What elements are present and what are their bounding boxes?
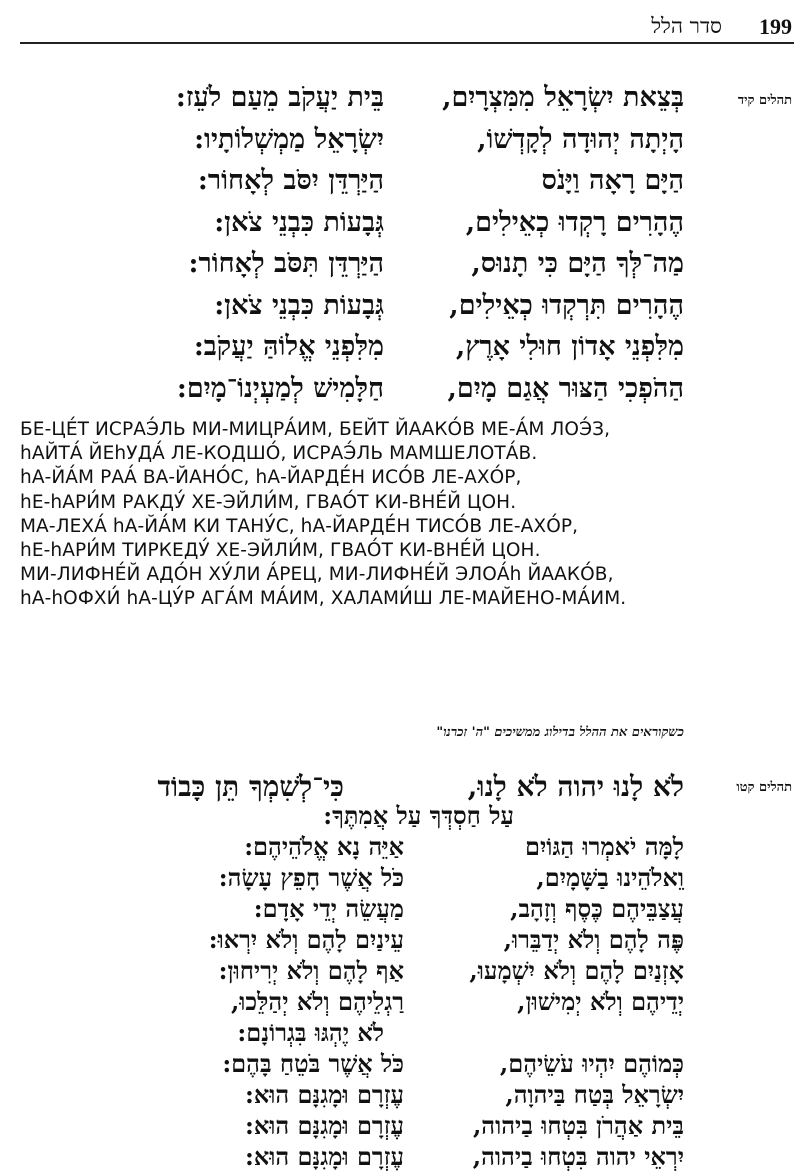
verse-half-a: מִלִּפְנֵי אָדוֹן חוּלִי אָרֶץ, — [455, 331, 684, 362]
verse-half-a: הַיָּם רָאָה וַיָּנֹס — [541, 165, 684, 196]
verse-half-a: וֵאלֹהֵינוּ בַשָּׁמָיִם, — [536, 863, 684, 892]
verse-half-b: הַיַּרְדֵּן תִּסֹּב לְאָחוֹר: — [188, 248, 384, 279]
verse-half-a: הָיְתָה יְהוּדָה לְקָדְשׁוֹ, — [477, 123, 684, 155]
verse-half-a: עֲצַבֵּיהֶם כֶּסֶף וְזָהָב, — [510, 894, 684, 923]
verse-half-b: עֵינַיִם לָהֶם וְלֹא יִרְאוּ: — [208, 925, 404, 954]
translit-line: МА-ЛЕХА́ hА-ЙА́М КИ ТАНУ́С, hА-ЙАРДЕ́Н ТИСО́В ЛЕ-АХО́Р, — [20, 515, 579, 537]
verse-half-b: אַף לָהֶם וְלֹא יְרִיחוּן: — [218, 956, 404, 985]
verse-half-a: יִשְׂרָאֵל בְּטַח בַּיהוָה, — [505, 1080, 684, 1109]
verse-half-a: אָזְנַיִם לָהֶם וְלֹא יִשְׁמָעוּ, — [469, 956, 684, 985]
verse-line — [44, 207, 684, 249]
verse-half-a: יִרְאֵי יהוה בִּטְחוּ בַיהוה, — [472, 1142, 684, 1171]
verse-half-a: הֶהָרִים רָקְדוּ כְאֵילִים, — [465, 206, 684, 238]
verse-half-b: חַלָּמִישׁ לְמַעְיְנוֹ־מָיִם: — [176, 372, 384, 404]
verse-half-a: מַה־לְּךָ הַיָּם כִּי תָנוּס, — [471, 248, 684, 279]
translit-line: hА-hОФХИ́ hА-ЦУ́Р АГА́М МА́ИМ, ХАЛАМИ́Ш ЛЕ-МАЙЕНО-МА́ИМ. — [20, 588, 627, 610]
header-rule — [20, 42, 794, 44]
verse-line — [44, 373, 684, 415]
psalm-115-label: תהלים קטו — [736, 780, 792, 795]
verse-continuation: לֹא יֶהְגּוּ בִּגְרוֹנָם: — [237, 1018, 384, 1047]
verse-half-a: כְּמוֹהֶם יִהְיוּ עֹשֵׂיהֶם, — [499, 1049, 684, 1078]
verse-line — [44, 894, 684, 925]
verse-half-b: רַגְלֵיהֶם וְלֹא יְהַלֵּכוּ, — [230, 987, 404, 1016]
verse-half-a: פֶּה לָהֶם וְלֹא יְדַבֵּרוּ, — [503, 925, 684, 954]
page-header — [22, 14, 792, 40]
verse-continuation: עַל חַסְדְּךָ עַל אֲמִתֶּךָ: — [323, 801, 514, 830]
verse-half-b: כֹּל אֲשֶׁר חָפֵץ עָשָׂה: — [218, 863, 404, 892]
translit-line: БЕ-ЦЕ́Т ИСРАЭ́ЛЬ МИ-МИЦРА́ИМ, БЕЙТ ЙААКО́В МЕ-А́М ЛОЭ́З, — [20, 419, 611, 440]
verse-half-b: כֹּל אֲשֶׁר בֹּטֵחַ בָּהֶם: — [222, 1049, 404, 1078]
translit-line: hЕ-hАРИ́М ТИРКЕДУ́ ХЕ-ЭЙЛИ́М, ГВАО́Т КИ-ВНЕ́Й ЦОН. — [20, 540, 541, 562]
translit-line: hА-ЙА́М РАА́ ВА-ЙАНО́С, hА-ЙАРДЕ́Н ИСО́В ЛЕ-АХО́Р, — [20, 467, 522, 489]
verse-line — [44, 863, 684, 894]
verse-line — [44, 925, 684, 956]
verse-half-b: עֶזְרָם וּמָגִנָּם הוּא: — [244, 1080, 404, 1109]
verse-line — [44, 801, 684, 832]
verse-half-a: לֹא לָנוּ יהוה לֹא לָנוּ, — [467, 770, 684, 803]
verse-half-b: בֵּית יַעֲקֹב מֵעַם לֹעֵז: — [175, 82, 384, 113]
verse-half-b: גְּבָעוֹת כִּבְנֵי צֹאן: — [214, 289, 384, 321]
verse-line — [44, 1018, 684, 1049]
verse-half-a: לָמָּה יֹאמְרוּ הַגּוֹיִם — [525, 832, 684, 861]
verse-line — [44, 82, 684, 124]
verse-half-b: מִלִּפְנֵי אֱלוֹהַּ יַעֲקֹב: — [193, 331, 384, 362]
verse-half-a: יְדֵיהֶם וְלֹא יְמִישׁוּן, — [517, 987, 684, 1016]
verse-line — [44, 1142, 684, 1173]
verse-half-a: הֶהָרִים תִּרְקְדוּ כְאֵילִים, — [449, 289, 684, 321]
verse-line — [44, 1049, 684, 1080]
verse-line — [44, 290, 684, 332]
verse-line — [44, 1080, 684, 1111]
verse-line — [44, 956, 684, 987]
verse-line — [44, 165, 684, 207]
verse-line — [44, 832, 684, 863]
verse-line — [44, 770, 684, 801]
verse-line — [44, 987, 684, 1018]
psalm-114-label: תהלים קיד — [737, 93, 792, 108]
verse-half-b: עֶזְרָם וּמָגִנָּם הוּא: — [244, 1142, 404, 1171]
psalm-115-text — [44, 770, 684, 1173]
translit-line: hЕ-hАРИ́М РАКДУ́ ХЕ-ЭЙЛИ́М, ГВАО́Т КИ-ВНЕ́Й ЦОН. — [20, 491, 517, 513]
verse-half-a: בְּצֵאת יִשְׂרָאֵל מִמִּצְרָיִם, — [442, 82, 684, 113]
verse-half-b: הַיַּרְדֵּן יִסֹּב לְאָחוֹר: — [197, 165, 384, 196]
translit-line: МИ-ЛИФНЕ́Й АДО́Н ХУ́ЛИ А́РЕЦ, МИ-ЛИФНЕ́Й ЭЛОА́h ЙААКО́В, — [20, 564, 614, 586]
verse-half-b: כִּי־לְשִׁמְךָ תֵּן כָּבוֹד — [157, 770, 344, 803]
verse-half-b: אַיֵּה נָא אֱלֹהֵיהֶם: — [244, 832, 404, 861]
page-number: 199 — [759, 14, 792, 39]
verse-half-a: הַהֹפְכִי הַצּוּר אֲגַם מָיִם, — [447, 372, 684, 404]
verse-line — [44, 1111, 684, 1142]
transliteration-block — [20, 418, 650, 612]
verse-half-b: מַעֲשֵׂה יְדֵי אָדָם: — [253, 894, 404, 923]
translit-line: hАЙТА́ ЙЕhУДА́ ЛЕ-КОДШО́, ИСРАЭ́ЛЬ МАМШЕЛОТА́В. — [20, 443, 538, 465]
verse-line — [44, 331, 684, 373]
page-title: סדר הלל — [651, 14, 722, 38]
verse-half-b: יִשְׂרָאֵל מַמְשְׁלוֹתָיו: — [194, 123, 384, 155]
verse-line — [44, 124, 684, 166]
verse-half-a: בֵּית אַהֲרֹן בִּטְחוּ בַיהוה, — [472, 1111, 684, 1140]
verse-line — [44, 248, 684, 290]
verse-half-b: עֶזְרָם וּמָגִנָּם הוּא: — [244, 1111, 404, 1140]
verse-half-b: גְּבָעוֹת כִּבְנֵי צֹאן: — [214, 206, 384, 238]
instruction-note: כשקוראים את ההלל בדילוג ממשיכים "ה' זכרנו" — [436, 725, 684, 740]
psalm-114-text — [44, 82, 684, 414]
